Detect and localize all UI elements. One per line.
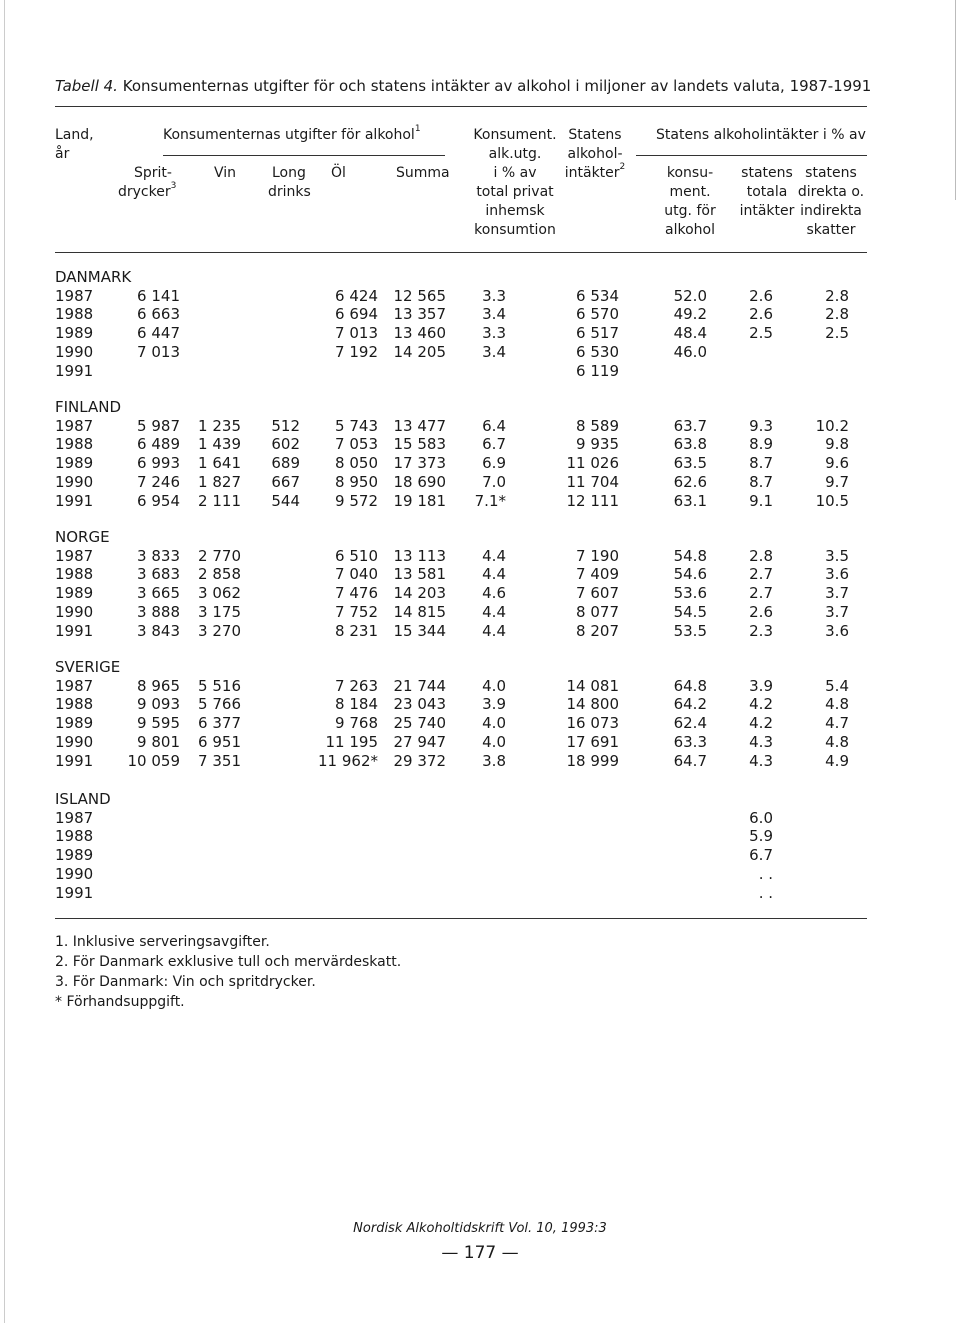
section-heading: DANMARK (55, 268, 132, 286)
cell-stat: 7 607 (576, 584, 619, 603)
cell-summa: 23 043 (393, 695, 446, 714)
cell-totala: 2.5 (749, 324, 773, 343)
cell-stat: 17 691 (566, 732, 619, 751)
cell-konsu: 52.0 (673, 286, 707, 305)
cell-vin: 7 351 (198, 751, 241, 770)
footnote-4: * Förhandsuppgift. (55, 994, 185, 1010)
cell-long: 667 (271, 472, 300, 491)
header-kons-1: Konsument. (473, 127, 557, 143)
cell-konsu: 54.8 (673, 546, 707, 565)
cell-pct: 4.4 (482, 621, 506, 640)
cell-sprit: 7 013 (137, 342, 180, 361)
year-cell: 1988 (55, 827, 94, 846)
cell-vin: 5 516 (198, 676, 241, 695)
cell-direkta: 9.8 (825, 435, 849, 454)
year-cell: 1990 (55, 732, 94, 751)
header-direkta-1: statens (805, 165, 857, 181)
header-drinks: drinks (268, 184, 311, 200)
cell-summa: 13 581 (393, 565, 446, 584)
cell-direkta: 3.7 (825, 584, 849, 603)
year-cell: 1987 (55, 546, 94, 565)
cell-vin: 2 770 (198, 546, 241, 565)
cell-vin: 6 377 (198, 714, 241, 733)
cell-stat: 8 589 (576, 416, 619, 435)
cell-pct: 7.1* (474, 491, 506, 510)
cell-sprit: 3 683 (137, 565, 180, 584)
cell-ol: 6 510 (335, 546, 378, 565)
section-heading: FINLAND (55, 398, 122, 416)
cell-konsu: 53.5 (673, 621, 707, 640)
section-heading: NORGE (55, 528, 110, 546)
year-cell: 1989 (55, 714, 94, 733)
cell-summa: 13 357 (393, 305, 446, 324)
cell-direkta: 9.7 (825, 472, 849, 491)
cell-direkta: 10.2 (815, 416, 849, 435)
cell-summa: 14 815 (393, 602, 446, 621)
cell-totala: . . (758, 864, 773, 883)
cell-sprit: 6 954 (137, 491, 180, 510)
cell-ol: 7 476 (335, 584, 378, 603)
cell-sprit: 3 665 (137, 584, 180, 603)
year-cell: 1987 (55, 286, 94, 305)
cell-pct: 4.0 (482, 676, 506, 695)
cell-pct: 4.4 (482, 565, 506, 584)
cell-summa: 13 460 (393, 324, 446, 343)
cell-direkta: 3.6 (825, 621, 849, 640)
footnote-2: 2. För Danmark exklusive tull och mervärdeskatt. (55, 954, 402, 970)
header-summa: Summa (396, 165, 450, 181)
cell-konsu: 54.5 (673, 602, 707, 621)
cell-long: 602 (271, 435, 300, 454)
cell-sprit: 6 141 (137, 286, 180, 305)
header-totala-2: totala (746, 184, 788, 200)
cell-pct: 6.4 (482, 416, 506, 435)
cell-totala: 8.9 (749, 435, 773, 454)
year-cell: 1991 (55, 621, 94, 640)
cell-vin: 3 062 (198, 584, 241, 603)
cell-sprit: 3 888 (137, 602, 180, 621)
cell-konsu: 63.5 (673, 454, 707, 473)
cell-stat: 6 570 (576, 305, 619, 324)
cell-summa: 18 690 (393, 472, 446, 491)
cell-stat: 12 111 (566, 491, 619, 510)
cell-direkta: 4.9 (825, 751, 849, 770)
cell-totala: 6.0 (749, 808, 773, 827)
header-kons-2: alk.utg. (488, 146, 542, 162)
cell-konsu: 49.2 (673, 305, 707, 324)
cell-sprit: 6 489 (137, 435, 180, 454)
cell-konsu: 62.6 (673, 472, 707, 491)
cell-pct: 3.3 (482, 286, 506, 305)
cell-totala: 2.6 (749, 305, 773, 324)
header-sprit: Sprit- (134, 165, 172, 181)
cell-sprit: 7 246 (137, 472, 180, 491)
year-cell: 1989 (55, 454, 94, 473)
cell-totala: . . (758, 883, 773, 902)
cell-konsu: 53.6 (673, 584, 707, 603)
cell-pct: 3.9 (482, 695, 506, 714)
scan-edge-line-right (955, 0, 956, 200)
section-heading: SVERIGE (55, 658, 121, 676)
cell-sprit: 9 801 (137, 732, 180, 751)
cell-direkta: 2.8 (825, 286, 849, 305)
cell-pct: 6.9 (482, 454, 506, 473)
cell-summa: 14 205 (393, 342, 446, 361)
header-statens-3: intäkter$^2$ (564, 162, 626, 181)
cell-pct: 4.6 (482, 584, 506, 603)
cell-stat: 7 409 (576, 565, 619, 584)
header-group-consumer: Konsumenternas utgifter för alkohol$^1$ (163, 124, 421, 143)
header-long: Long (272, 165, 306, 181)
cell-direkta: 4.8 (825, 695, 849, 714)
cell-ol: 11 195 (325, 732, 378, 751)
year-cell: 1990 (55, 472, 94, 491)
cell-summa: 15 344 (393, 621, 446, 640)
footnote-3: 3. För Danmark: Vin och spritdrycker. (55, 974, 316, 990)
cell-summa: 12 565 (393, 286, 446, 305)
cell-stat: 11 026 (566, 454, 619, 473)
cell-totala: 4.3 (749, 751, 773, 770)
cell-konsu: 64.8 (673, 676, 707, 695)
cell-ol: 7 013 (335, 324, 378, 343)
cell-pct: 4.0 (482, 732, 506, 751)
cell-sprit: 8 965 (137, 676, 180, 695)
cell-ol: 9 572 (335, 491, 378, 510)
header-statens-2: alkohol- (567, 146, 623, 162)
cell-direkta: 2.5 (825, 324, 849, 343)
year-cell: 1991 (55, 883, 94, 902)
cell-vin: 1 235 (198, 416, 241, 435)
cell-totala: 2.6 (749, 286, 773, 305)
year-cell: 1991 (55, 491, 94, 510)
cell-konsu: 64.7 (673, 751, 707, 770)
cell-long: 689 (271, 454, 300, 473)
header-kons-3: i % av (493, 165, 537, 181)
cell-summa: 25 740 (393, 714, 446, 733)
cell-summa: 14 203 (393, 584, 446, 603)
cell-summa: 27 947 (393, 732, 446, 751)
cell-vin: 2 858 (198, 565, 241, 584)
cell-direkta: 3.7 (825, 602, 849, 621)
header-group-statens: Statens alkoholintäkter i % av (656, 127, 866, 143)
cell-sprit: 9 595 (137, 714, 180, 733)
header-drycker: drycker$^3$ (118, 181, 177, 200)
cell-direkta: 4.8 (825, 732, 849, 751)
cell-summa: 13 477 (393, 416, 446, 435)
cell-pct: 3.8 (482, 751, 506, 770)
cell-ol: 8 950 (335, 472, 378, 491)
cell-totala: 9.3 (749, 416, 773, 435)
cell-stat: 11 704 (566, 472, 619, 491)
group-consumer-rule (163, 155, 445, 156)
journal-reference: Nordisk Alkoholtidskrift Vol. 10, 1993:3 (353, 1221, 607, 1236)
cell-stat: 9 935 (576, 435, 619, 454)
cell-pct: 3.4 (482, 305, 506, 324)
header-konsu-3: utg. för (664, 203, 716, 219)
cell-ol: 11 962* (318, 751, 378, 770)
year-cell: 1989 (55, 584, 94, 603)
year-cell: 1987 (55, 808, 94, 827)
cell-konsu: 48.4 (673, 324, 707, 343)
cell-vin: 3 270 (198, 621, 241, 640)
year-cell: 1988 (55, 305, 94, 324)
cell-totala: 2.7 (749, 584, 773, 603)
header-land: Land, (55, 127, 94, 143)
header-totala-3: intäkter (739, 203, 795, 219)
cell-totala: 4.3 (749, 732, 773, 751)
cell-totala: 6.7 (749, 846, 773, 865)
cell-vin: 5 766 (198, 695, 241, 714)
cell-sprit: 9 093 (137, 695, 180, 714)
cell-vin: 1 827 (198, 472, 241, 491)
footnote-rule (55, 918, 867, 919)
cell-ol: 8 184 (335, 695, 378, 714)
cell-stat: 14 081 (566, 676, 619, 695)
cell-konsu: 64.2 (673, 695, 707, 714)
cell-direkta: 3.5 (825, 546, 849, 565)
footnote-1: 1. Inklusive serveringsavgifter. (55, 934, 270, 950)
cell-direkta: 5.4 (825, 676, 849, 695)
cell-sprit: 6 993 (137, 454, 180, 473)
cell-ol: 8 050 (335, 454, 378, 473)
cell-ol: 7 040 (335, 565, 378, 584)
year-cell: 1988 (55, 695, 94, 714)
cell-sprit: 3 843 (137, 621, 180, 640)
cell-direkta: 4.7 (825, 714, 849, 733)
cell-pct: 3.3 (482, 324, 506, 343)
cell-sprit: 5 987 (137, 416, 180, 435)
table-caption: Konsumenternas utgifter för och statens intäkter av alkohol i miljoner av landets valuta, 1987-1991 (122, 77, 872, 95)
cell-ol: 7 192 (335, 342, 378, 361)
scan-edge-line (4, 0, 5, 1323)
cell-totala: 2.3 (749, 621, 773, 640)
cell-pct: 4.4 (482, 546, 506, 565)
cell-summa: 17 373 (393, 454, 446, 473)
cell-ol: 6 424 (335, 286, 378, 305)
cell-direkta: 3.6 (825, 565, 849, 584)
cell-totala: 8.7 (749, 454, 773, 473)
cell-summa: 15 583 (393, 435, 446, 454)
cell-konsu: 63.7 (673, 416, 707, 435)
cell-pct: 4.0 (482, 714, 506, 733)
cell-vin: 1 641 (198, 454, 241, 473)
year-cell: 1991 (55, 361, 94, 380)
cell-konsu: 62.4 (673, 714, 707, 733)
cell-totala: 3.9 (749, 676, 773, 695)
page-number: — 177 — (441, 1243, 519, 1263)
cell-konsu: 63.8 (673, 435, 707, 454)
header-konsu-2: ment. (669, 184, 711, 200)
header-rule (55, 252, 867, 253)
cell-ol: 6 694 (335, 305, 378, 324)
cell-vin: 1 439 (198, 435, 241, 454)
cell-direkta: 9.6 (825, 454, 849, 473)
header-direkta-4: skatter (806, 222, 856, 238)
section-heading: ISLAND (55, 790, 111, 808)
table-label: Tabell 4. (55, 77, 118, 95)
cell-pct: 3.4 (482, 342, 506, 361)
year-cell: 1987 (55, 676, 94, 695)
cell-vin: 2 111 (198, 491, 241, 510)
header-kons-6: konsumtion (474, 222, 556, 238)
header-totala-1: statens (741, 165, 793, 181)
cell-vin: 3 175 (198, 602, 241, 621)
cell-stat: 6 534 (576, 286, 619, 305)
cell-stat: 6 530 (576, 342, 619, 361)
year-cell: 1987 (55, 416, 94, 435)
cell-stat: 6 517 (576, 324, 619, 343)
cell-konsu: 54.6 (673, 565, 707, 584)
year-cell: 1991 (55, 751, 94, 770)
year-cell: 1988 (55, 435, 94, 454)
cell-pct: 6.7 (482, 435, 506, 454)
header-statens-1: Statens (568, 127, 622, 143)
table-title (55, 79, 871, 94)
cell-summa: 13 113 (393, 546, 446, 565)
cell-pct: 4.4 (482, 602, 506, 621)
year-cell: 1988 (55, 565, 94, 584)
cell-totala: 4.2 (749, 695, 773, 714)
cell-stat: 7 190 (576, 546, 619, 565)
title-rule (55, 106, 867, 107)
cell-totala: 2.7 (749, 565, 773, 584)
cell-summa: 19 181 (393, 491, 446, 510)
cell-totala: 2.6 (749, 602, 773, 621)
cell-sprit: 6 663 (137, 305, 180, 324)
year-cell: 1990 (55, 864, 94, 883)
cell-stat: 16 073 (566, 714, 619, 733)
header-kons-5: inhemsk (485, 203, 545, 219)
cell-konsu: 63.1 (673, 491, 707, 510)
year-cell: 1989 (55, 324, 94, 343)
header-direkta-3: indirekta (800, 203, 862, 219)
year-cell: 1989 (55, 846, 94, 865)
header-kons-4: total privat (476, 184, 554, 200)
cell-totala: 5.9 (749, 827, 773, 846)
cell-stat: 8 207 (576, 621, 619, 640)
cell-vin: 6 951 (198, 732, 241, 751)
cell-stat: 18 999 (566, 751, 619, 770)
header-direkta-2: direkta o. (797, 184, 865, 200)
cell-totala: 9.1 (749, 491, 773, 510)
header-konsu-4: alkohol (665, 222, 715, 238)
header-konsu-1: konsu- (666, 165, 714, 181)
header-ar: år (55, 146, 70, 162)
cell-ol: 5 743 (335, 416, 378, 435)
cell-direkta: 2.8 (825, 305, 849, 324)
cell-summa: 29 372 (393, 751, 446, 770)
cell-konsu: 63.3 (673, 732, 707, 751)
cell-ol: 7 053 (335, 435, 378, 454)
cell-ol: 9 768 (335, 714, 378, 733)
cell-sprit: 3 833 (137, 546, 180, 565)
group-statens-rule (636, 155, 867, 156)
header-ol: Öl (331, 165, 346, 181)
cell-ol: 7 263 (335, 676, 378, 695)
cell-stat: 8 077 (576, 602, 619, 621)
year-cell: 1990 (55, 342, 94, 361)
cell-long: 544 (271, 491, 300, 510)
cell-konsu: 46.0 (673, 342, 707, 361)
cell-totala: 2.8 (749, 546, 773, 565)
cell-summa: 21 744 (393, 676, 446, 695)
cell-pct: 7.0 (482, 472, 506, 491)
cell-ol: 8 231 (335, 621, 378, 640)
cell-ol: 7 752 (335, 602, 378, 621)
cell-stat: 14 800 (566, 695, 619, 714)
cell-sprit: 6 447 (137, 324, 180, 343)
cell-totala: 4.2 (749, 714, 773, 733)
year-cell: 1990 (55, 602, 94, 621)
cell-direkta: 10.5 (815, 491, 849, 510)
cell-sprit: 10 059 (127, 751, 180, 770)
cell-totala: 8.7 (749, 472, 773, 491)
cell-stat: 6 119 (576, 361, 619, 380)
cell-long: 512 (271, 416, 300, 435)
header-vin: Vin (214, 165, 237, 181)
